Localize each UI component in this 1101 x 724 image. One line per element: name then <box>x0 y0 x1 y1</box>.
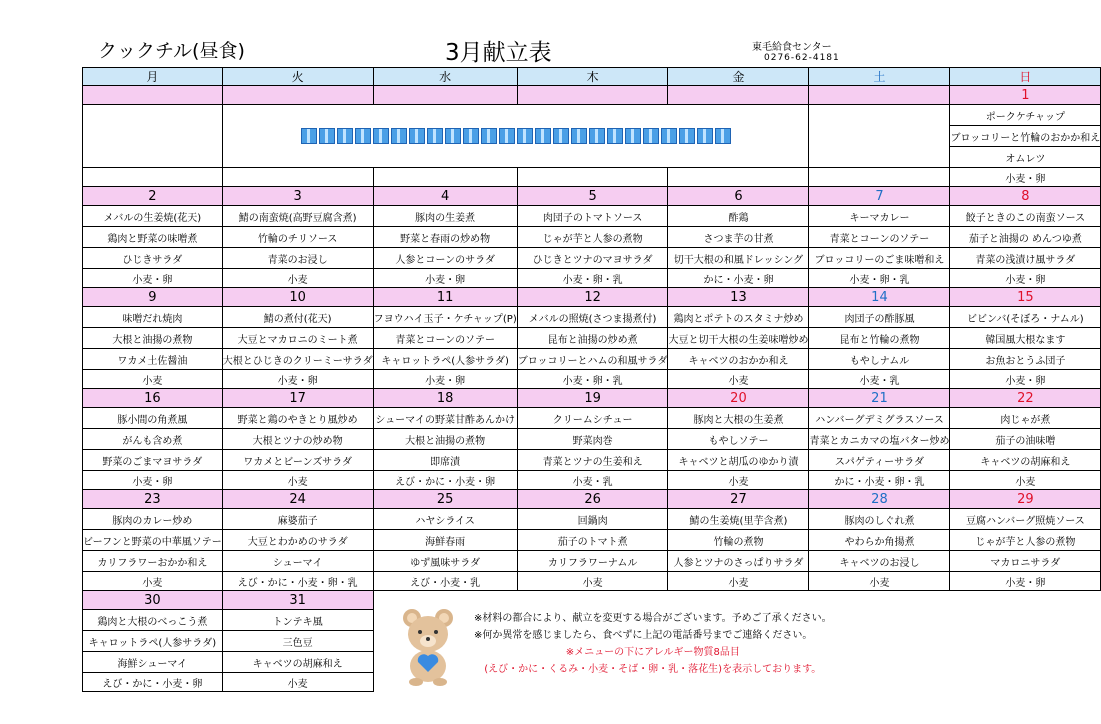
empty-date-cell <box>83 86 223 105</box>
meal-item: ハヤシライス <box>373 509 517 530</box>
meal-item: ブロッコリーとハムの和風サラダ <box>517 349 668 370</box>
empty-date-cell <box>517 86 668 105</box>
date-number: 2 <box>83 187 223 206</box>
date-number: 18 <box>373 389 517 408</box>
meal-item: ひじきサラダ <box>83 248 223 269</box>
meal-item: キャベツの胡麻和え <box>950 450 1101 471</box>
gift-icon <box>499 128 515 144</box>
meal-item: 即席漬 <box>373 450 517 471</box>
gift-icon <box>715 128 731 144</box>
meal-item: 鯖の南蛮焼(高野豆腐含煮) <box>222 206 373 227</box>
meal-item: キャベツと胡瓜のゆかり漬 <box>668 450 809 471</box>
meal-item: メバルの生姜焼(花天) <box>83 206 223 227</box>
date-number: 26 <box>517 490 668 509</box>
weekday-header: 土 <box>809 68 950 86</box>
empty-date-cell <box>668 86 809 105</box>
empty-cell <box>517 168 668 187</box>
meal-item: 豆腐ハンバーグ照焼ソース <box>950 509 1101 530</box>
meal-item: 茄子と油揚の めんつゆ煮 <box>950 227 1101 248</box>
meal-item: キャロットラペ(人参サラダ) <box>373 349 517 370</box>
date-number: 24 <box>222 490 373 509</box>
weekday-header: 金 <box>668 68 809 86</box>
weekday-header: 火 <box>222 68 373 86</box>
allergen-cell: かに・小麦・卵・乳 <box>809 471 950 490</box>
meal-item: 大豆と切干大根の生姜味噌炒め <box>668 328 809 349</box>
meal-item: メバルの照焼(さつま揚煮付) <box>517 307 668 328</box>
note-menu-change: ※材料の都合により、献立を変更する場合がございます。予めご了承ください。 <box>474 613 832 624</box>
meal-item: 大豆とマカロニのミート煮 <box>222 328 373 349</box>
meal-item: 茄子のトマト煮 <box>517 530 668 551</box>
gift-icon <box>445 128 461 144</box>
meal-item: 大豆とわかめのサラダ <box>222 530 373 551</box>
gift-icon <box>319 128 335 144</box>
meal-item: 鶏肉と野菜の味噌煮 <box>83 227 223 248</box>
empty-cell <box>373 168 517 187</box>
meal-item: キーマカレー <box>809 206 950 227</box>
meal-item: 野菜と春雨の炒め物 <box>373 227 517 248</box>
meal-item: スパゲティーサラダ <box>809 450 950 471</box>
meal-item: 豚肉と大根の生姜煮 <box>668 408 809 429</box>
empty-date-cell <box>373 86 517 105</box>
date-number: 12 <box>517 288 668 307</box>
date-number: 9 <box>83 288 223 307</box>
gift-icon <box>481 128 497 144</box>
meal-item: シューマイ <box>222 551 373 572</box>
allergen-cell: えび・かに・小麦・卵 <box>83 673 223 692</box>
note-allergen-list: (えび・かに・くるみ・小麦・そば・卵・乳・落花生)を表示しております。 <box>484 664 822 675</box>
organization-name: 東毛給食センター <box>752 42 832 53</box>
meal-item: 海鮮春雨 <box>373 530 517 551</box>
phone-number: 0276-62-4181 <box>764 53 840 63</box>
meal-item: ワカメとビーンズサラダ <box>222 450 373 471</box>
allergen-cell: 小麦・卵 <box>950 168 1101 187</box>
date-number: 31 <box>222 591 373 610</box>
date-number: 27 <box>668 490 809 509</box>
meal-item: 韓国風大根なます <box>950 328 1101 349</box>
date-number: 19 <box>517 389 668 408</box>
date-number: 21 <box>809 389 950 408</box>
meal-item: やわらか角揚煮 <box>809 530 950 551</box>
date-number: 6 <box>668 187 809 206</box>
gift-icon <box>409 128 425 144</box>
date-number: 14 <box>809 288 950 307</box>
allergen-cell: 小麦 <box>668 370 809 389</box>
allergen-cell: 小麦 <box>950 471 1101 490</box>
meal-item: 人参とコーンのサラダ <box>373 248 517 269</box>
meal-item: 鯖の煮付(花天) <box>222 307 373 328</box>
teddy-bear-illustration <box>398 606 458 686</box>
meal-item: 昆布と竹輪の煮物 <box>809 328 950 349</box>
gift-icon <box>517 128 533 144</box>
gift-icon <box>607 128 623 144</box>
gift-ribbon-decoration <box>222 105 809 168</box>
meal-item: 肉団子のトマトソース <box>517 206 668 227</box>
allergen-cell: 小麦・卵 <box>950 269 1101 288</box>
date-number: 5 <box>517 187 668 206</box>
meal-item: さつま芋の甘煮 <box>668 227 809 248</box>
allergen-cell: 小麦 <box>517 572 668 591</box>
date-number: 23 <box>83 490 223 509</box>
allergen-cell: 小麦 <box>222 471 373 490</box>
empty-cell <box>222 168 373 187</box>
meal-item: じゃが芋と人参の煮物 <box>517 227 668 248</box>
gift-icon <box>589 128 605 144</box>
meal-item: 肉団子の酢豚風 <box>809 307 950 328</box>
empty-cell <box>668 168 809 187</box>
meal-item: ブロッコリーと竹輪のおかか和え <box>950 126 1101 147</box>
date-number: 16 <box>83 389 223 408</box>
page-title: 3月献立表 <box>445 40 552 66</box>
allergen-cell: 小麦 <box>222 269 373 288</box>
meal-item: ひじきとツナのマヨサラダ <box>517 248 668 269</box>
weekday-header: 水 <box>373 68 517 86</box>
empty-cell <box>809 105 950 168</box>
allergen-cell: 小麦・卵・乳 <box>517 370 668 389</box>
meal-item: 大根とひじきのクリーミーサラダ <box>222 349 373 370</box>
meal-item: 青菜のお浸し <box>222 248 373 269</box>
meal-item: 肉じゃが煮 <box>950 408 1101 429</box>
meal-item: カリフラワーナムル <box>517 551 668 572</box>
meal-item: 大根と油揚の煮物 <box>373 429 517 450</box>
allergen-cell: かに・小麦・卵 <box>668 269 809 288</box>
allergen-cell: えび・かに・小麦・卵 <box>373 471 517 490</box>
allergen-cell: 小麦・卵 <box>83 471 223 490</box>
allergen-cell: えび・かに・小麦・卵・乳 <box>222 572 373 591</box>
meal-item: 大根とツナの炒め物 <box>222 429 373 450</box>
meal-item: もやしナムル <box>809 349 950 370</box>
meal-item: 餃子ときのこの南蛮ソース <box>950 206 1101 227</box>
date-number: 22 <box>950 389 1101 408</box>
empty-cell <box>83 168 223 187</box>
date-number: 29 <box>950 490 1101 509</box>
allergen-cell: 小麦・卵 <box>222 370 373 389</box>
gift-icon <box>661 128 677 144</box>
allergen-cell: えび・小麦・乳 <box>373 572 517 591</box>
meal-item: キャベツのおかか和え <box>668 349 809 370</box>
meal-item: 茄子の油味噌 <box>950 429 1101 450</box>
gift-icon <box>391 128 407 144</box>
meal-item: マカロニサラダ <box>950 551 1101 572</box>
meal-item: 野菜のごまマヨサラダ <box>83 450 223 471</box>
meal-item: シューマイの野菜甘酢あんかけ <box>373 408 517 429</box>
gift-icon <box>373 128 389 144</box>
gift-icon <box>355 128 371 144</box>
gift-icon <box>463 128 479 144</box>
allergen-cell: 小麦・卵 <box>373 269 517 288</box>
date-number: 30 <box>83 591 223 610</box>
gift-icon <box>427 128 443 144</box>
meal-item: 青菜の浅漬け風サラダ <box>950 248 1101 269</box>
meal-item: トンテキ風 <box>222 610 373 631</box>
meal-item: お魚おとうふ団子 <box>950 349 1101 370</box>
meal-item: キャベツの胡麻和え <box>222 652 373 673</box>
allergen-cell: 小麦 <box>83 572 223 591</box>
allergen-cell: 小麦 <box>83 370 223 389</box>
allergen-cell: 小麦 <box>222 673 373 692</box>
meal-item: 三色豆 <box>222 631 373 652</box>
empty-date-cell <box>222 86 373 105</box>
notes-block <box>474 610 832 678</box>
meal-item: 豚肉のしぐれ煮 <box>809 509 950 530</box>
meal-item: 海鮮シューマイ <box>83 652 223 673</box>
meal-item: カリフラワーおかか和え <box>83 551 223 572</box>
date-number: 1 <box>950 86 1101 105</box>
date-number: 20 <box>668 389 809 408</box>
meal-item: 切干大根の和風ドレッシング <box>668 248 809 269</box>
meal-item: 豚肉のカレー炒め <box>83 509 223 530</box>
allergen-cell: 小麦 <box>668 471 809 490</box>
meal-item: 酢鶏 <box>668 206 809 227</box>
date-number: 17 <box>222 389 373 408</box>
allergen-cell: 小麦・卵・乳 <box>517 269 668 288</box>
meal-item: 回鍋肉 <box>517 509 668 530</box>
gift-icon <box>337 128 353 144</box>
meal-item: ビビンバ(そぼろ・ナムル) <box>950 307 1101 328</box>
meal-item: 鯖の生姜焼(里芋含煮) <box>668 509 809 530</box>
meal-item: ブロッコリーのごま味噌和え <box>809 248 950 269</box>
meal-item: キャロットラペ(人参サラダ) <box>83 631 223 652</box>
date-number: 4 <box>373 187 517 206</box>
date-number: 28 <box>809 490 950 509</box>
meal-item: じゃが芋と人参の煮物 <box>950 530 1101 551</box>
note-allergen-heading: ※メニューの下にアレルギー物質8品目 <box>565 647 740 658</box>
date-number: 10 <box>222 288 373 307</box>
meal-item: 青菜とコーンのソテー <box>809 227 950 248</box>
meal-item: 竹輪のチリソース <box>222 227 373 248</box>
meal-item: 青菜とコーンのソテー <box>373 328 517 349</box>
gift-icon <box>643 128 659 144</box>
date-number: 25 <box>373 490 517 509</box>
meal-item: キャベツのお浸し <box>809 551 950 572</box>
meal-item: 鶏肉とポテトのスタミナ炒め <box>668 307 809 328</box>
allergen-cell: 小麦 <box>668 572 809 591</box>
meal-item: 野菜と鶏のやきとり風炒め <box>222 408 373 429</box>
date-number: 11 <box>373 288 517 307</box>
meal-item: 味噌だれ焼肉 <box>83 307 223 328</box>
meal-item: 青菜とカニカマの塩バター炒め <box>809 429 950 450</box>
date-number: 15 <box>950 288 1101 307</box>
allergen-cell: 小麦・乳 <box>517 471 668 490</box>
allergen-cell: 小麦 <box>809 572 950 591</box>
gift-ribbon <box>223 128 809 144</box>
date-number: 13 <box>668 288 809 307</box>
gift-icon <box>301 128 317 144</box>
date-number: 3 <box>222 187 373 206</box>
meal-item: ゆず風味サラダ <box>373 551 517 572</box>
meal-item: クリームシチュー <box>517 408 668 429</box>
meal-item: 豚肉の生姜煮 <box>373 206 517 227</box>
meal-item: 豚小間の角煮風 <box>83 408 223 429</box>
meal-item: ワカメ土佐醤油 <box>83 349 223 370</box>
meal-item: ポークケチャップ <box>950 105 1101 126</box>
weekday-header: 月 <box>83 68 223 86</box>
date-number: 7 <box>809 187 950 206</box>
empty-cell <box>809 168 950 187</box>
empty-area <box>373 591 1101 610</box>
meal-item: 野菜肉巻 <box>517 429 668 450</box>
meal-item: オムレツ <box>950 147 1101 168</box>
weekday-header: 木 <box>517 68 668 86</box>
meal-item: 竹輪の煮物 <box>668 530 809 551</box>
allergen-cell: 小麦・卵・乳 <box>809 269 950 288</box>
meal-item: 麻婆茄子 <box>222 509 373 530</box>
gift-icon <box>535 128 551 144</box>
allergen-cell: 小麦・卵 <box>950 370 1101 389</box>
meal-item: 青菜とツナの生姜和え <box>517 450 668 471</box>
gift-icon <box>553 128 569 144</box>
allergen-cell: 小麦・卵 <box>373 370 517 389</box>
empty-date-cell <box>809 86 950 105</box>
allergen-cell: 小麦・卵 <box>83 269 223 288</box>
meal-item: ハンバーグデミグラスソース <box>809 408 950 429</box>
meal-item: ビーフンと野菜の中華風ソテー <box>83 530 223 551</box>
menu-calendar-table <box>82 67 1101 692</box>
menu-type-title: クックチル(昼食) <box>98 40 245 62</box>
note-contact: ※何か異常を感じましたら、食べずに上記の電話番号までご連絡ください。 <box>474 630 813 641</box>
meal-item: フヨウハイ玉子・ケチャップ(P) <box>373 307 517 328</box>
meal-item: 人参とツナのさっぱりサラダ <box>668 551 809 572</box>
allergen-cell: 小麦・乳 <box>809 370 950 389</box>
meal-item: 大根と油揚の煮物 <box>83 328 223 349</box>
empty-cell <box>83 105 223 168</box>
gift-icon <box>571 128 587 144</box>
weekday-header: 日 <box>950 68 1101 86</box>
gift-icon <box>697 128 713 144</box>
date-number: 8 <box>950 187 1101 206</box>
meal-item: 鶏肉と大根のべっこう煮 <box>83 610 223 631</box>
gift-icon <box>625 128 641 144</box>
allergen-cell: 小麦・卵 <box>950 572 1101 591</box>
meal-item: がんも含め煮 <box>83 429 223 450</box>
meal-item: 昆布と油揚の炒め煮 <box>517 328 668 349</box>
gift-icon <box>679 128 695 144</box>
meal-item: もやしソテー <box>668 429 809 450</box>
